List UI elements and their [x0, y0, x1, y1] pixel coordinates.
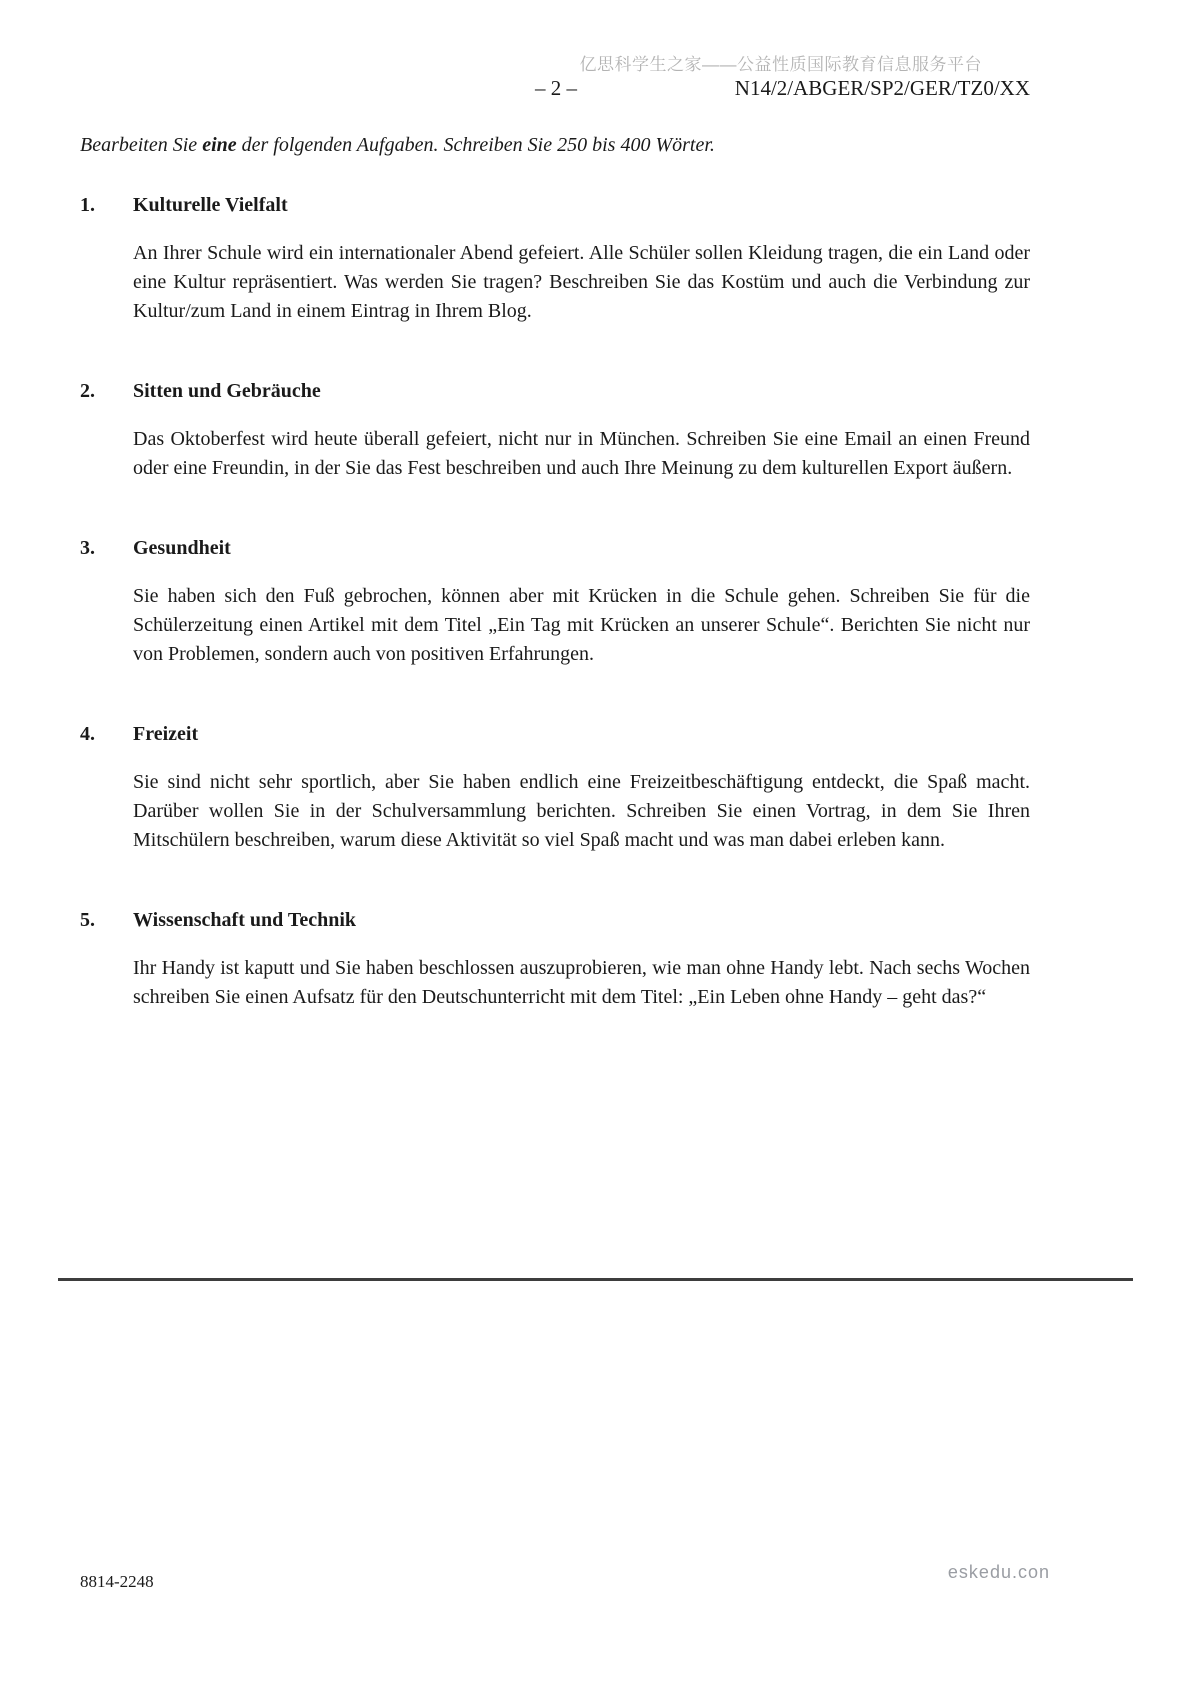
- task-4-number: 4.: [80, 723, 95, 745]
- task-1-main: [133, 191, 1030, 326]
- document-number: 8814-2248: [80, 1572, 154, 1591]
- task-4-main: [133, 720, 1030, 855]
- task-3-title: Gesundheit: [133, 537, 231, 559]
- task-2-title: Sitten und Gebräuche: [133, 380, 321, 402]
- instruction-post: der folgenden Aufgaben. Schreiben Sie 250 bis 400 Wörter.: [236, 134, 715, 156]
- chinese-watermark: 亿思科学生之家——公益性质国际教育信息服务平台: [579, 55, 982, 74]
- task-2: [80, 377, 1030, 483]
- instruction-line: [80, 131, 1030, 160]
- paper-code: N14/2/ABGER/SP2/GER/TZ0/XX: [734, 76, 1030, 100]
- task-1-body: An Ihrer Schule wird ein internationaler Abend gefeiert. Alle Schüler sollen Kleidung tragen, die ein Land oder eine Kultur repräsentiert. Was werden Sie tragen? Beschreiben Sie das Kostüm und auch die Verbindung zur Kultur/zum Land in einem Eintrag in Ihrem Blog.: [133, 242, 1030, 322]
- task-5-main: [133, 906, 1030, 1012]
- task-1-number: 1.: [80, 194, 95, 216]
- task-2-main: [133, 377, 1030, 483]
- main-content: [80, 131, 1030, 1063]
- task-4: [80, 720, 1030, 855]
- task-1: [80, 191, 1030, 326]
- task-5-title: Wissenschaft und Technik: [133, 909, 357, 931]
- task-3: [80, 534, 1030, 669]
- task-5-body: Ihr Handy ist kaputt und Sie haben beschlossen auszuprobieren, wie man ohne Handy lebt. Nach sechs Wochen schreiben Sie einen Aufsatz für den Deutschunterricht mit dem Titel: „Ein Leben ohne Handy – geht das?“: [133, 957, 1030, 1008]
- task-1-title: Kulturelle Vielfalt: [133, 194, 288, 216]
- task-4-title: Freizeit: [133, 723, 199, 745]
- task-2-number: 2.: [80, 380, 95, 402]
- task-3-number: 3.: [80, 537, 95, 559]
- site-watermark: eskedu.con: [947, 1562, 1050, 1582]
- page-number: – 2 –: [535, 76, 577, 100]
- instruction-pre: Bearbeiten Sie: [80, 134, 203, 156]
- task-5: [80, 906, 1030, 1012]
- task-3-main: [133, 534, 1030, 669]
- footer-divider-line: [58, 1278, 1133, 1281]
- task-3-body: Sie haben sich den Fuß gebrochen, können aber mit Krücken in die Schule gehen. Schreiben Sie für die Schülerzeitung einen Artikel mit dem Titel „Ein Tag mit Krücken an unserer Schule“. Berichten Sie nicht nur von Problemen, sondern auch von positiven Erfahrungen.: [133, 585, 1030, 665]
- instruction-emphasis: eine: [202, 134, 237, 156]
- task-4-body: Sie sind nicht sehr sportlich, aber Sie haben endlich eine Freizeitbeschäftigung entdeckt, die Spaß macht. Darüber wollen Sie in der Schulversammlung berichten. Schreiben Sie einen Vortrag, in dem Sie Ihren Mitschülern beschreiben, warum diese Aktivität so viel Spaß macht und was man dabei erleben kann.: [133, 771, 1030, 851]
- task-2-body: Das Oktoberfest wird heute überall gefeiert, nicht nur in München. Schreiben Sie eine Email an einen Freund oder eine Freundin, in der Sie das Fest beschreiben und auch Ihre Meinung zu dem kulturellen Export äußern.: [133, 428, 1030, 479]
- task-5-number: 5.: [80, 909, 95, 931]
